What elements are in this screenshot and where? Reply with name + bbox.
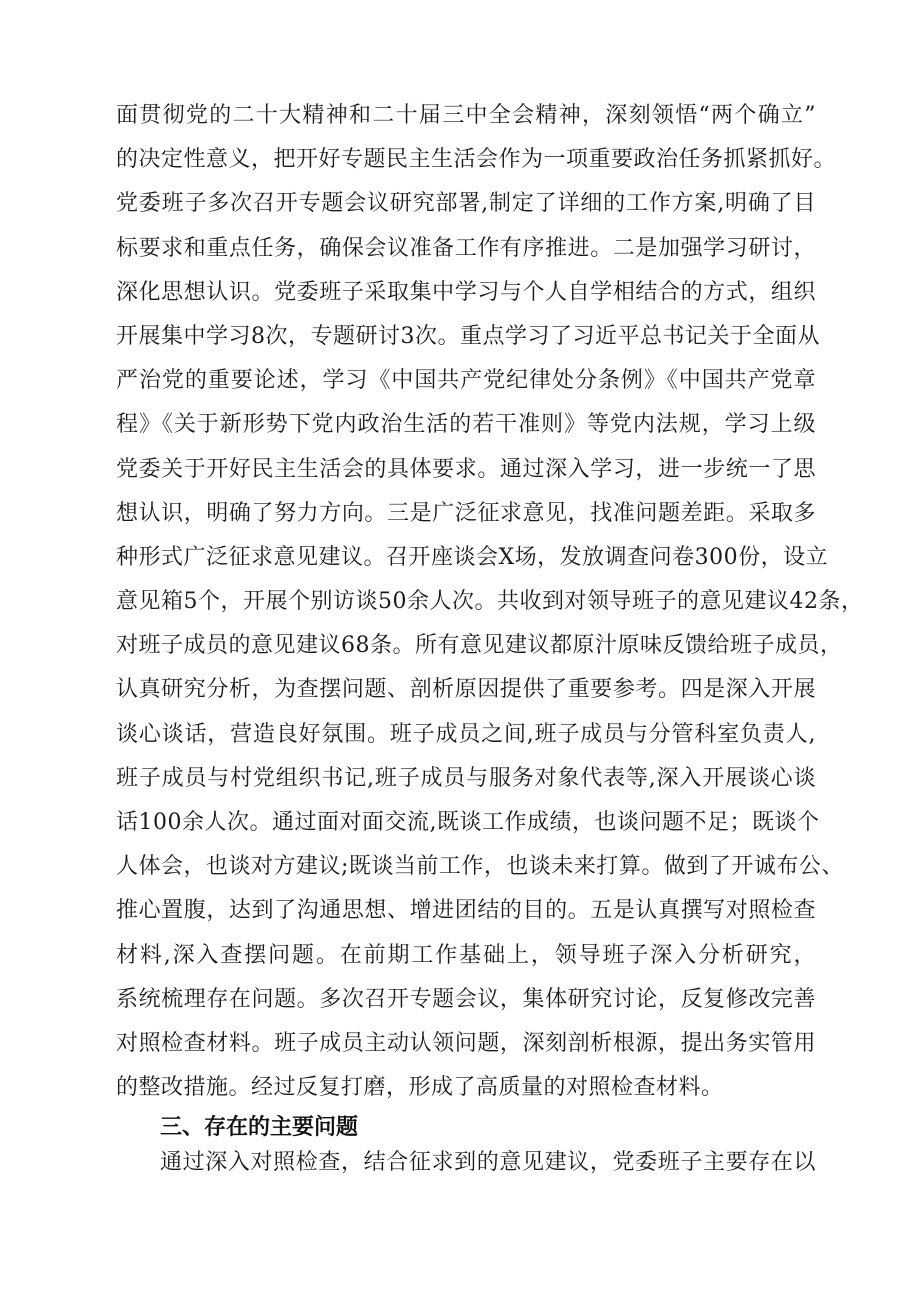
paragraph-line: 严治党的重要论述，学习《中国共产党纪律处分条例》《中国共产党章 [116,368,816,394]
paragraph-line: 深化思想认识。党委班子采取集中学习与个人自学相结合的方式，组织 [116,279,816,305]
paragraph-line: 开展集中学习8次，专题研讨3次。重点学习了习近平总书记关于全面从 [116,323,820,349]
paragraph-line: 党委班子多次召开专题会议研究部署,制定了详细的工作方案,明确了目 [116,191,816,217]
section-heading: 三、存在的主要问题 [160,1115,359,1140]
paragraph-line: 话100余人次。通过面对面交流,既谈工作成绩，也谈问题不足；既谈个 [116,810,820,835]
paragraph-line: 种形式广泛征求意见建议。召开座谈会X场，发放调查问卷300份，设立 [116,544,829,570]
paragraph-line: 面贯彻党的二十大精神和二十届三中全会精神，深刻领悟“两个确立” [116,103,816,128]
paragraph-line: 的决定性意义，把开好专题民主生活会作为一项重要政治任务抓紧抓好。 [116,147,837,173]
paragraph-line: 推心置腹，达到了沟通思想、增进团结的目的。五是认真撰写对照检查 [116,898,816,924]
paragraph-line: 班子成员与村党组织书记,班子成员与服务对象代表等,深入开展谈心谈 [116,765,816,791]
paragraph-line: 认真研究分析，为查摆问题、剖析原因提供了重要参考。四是深入开展 [116,677,816,703]
paragraph-line: 对班子成员的意见建议68条。所有意见建议都原汁原味反馈给班子成员， [116,633,843,659]
paragraph-line: 标要求和重点任务，确保会议准备工作有序推进。二是加强学习研讨， [116,235,816,261]
paragraph-line: 人体会，也谈对方建议;既谈当前工作，也谈未来打算。做到了开诚布公、 [116,854,844,880]
paragraph-line: 谈心谈话，营造良好氛围。班子成员之间,班子成员与分管科室负责人, [116,721,816,747]
section-paragraph-first-line: 通过深入对照检查，结合征求到的意见建议，党委班子主要存在以 [160,1150,816,1175]
paragraph-line: 材料,深入查摆问题。在前期工作基础上，领导班子深入分析研究， [116,942,816,968]
paragraph-line: 对照检查材料。班子成员主动认领问题，深刻剖析根源，提出务实管用 [116,1030,816,1056]
paragraph-line: 想认识，明确了努力方向。三是广泛征求意见，找准问题差距。采取多 [116,500,816,526]
body-paragraph [116,94,864,1110]
paragraph-line: 系统梳理存在问题。多次召开专题会议，集体研究讨论，反复修改完善 [116,986,816,1012]
paragraph-line: 党委关于开好民主生活会的具体要求。通过深入学习，进一步统一了思 [116,456,816,482]
paragraph-line: 的整改措施。经过反复打磨，形成了高质量的对照检查材料。 [116,1075,724,1101]
paragraph-line: 程》《关于新形势下党内政治生活的若干准则》等党内法规，学习上级 [116,412,816,438]
paragraph-line: 意见箱5个，开展个别访谈50余人次。共收到对领导班子的意见建议42条， [116,589,864,615]
